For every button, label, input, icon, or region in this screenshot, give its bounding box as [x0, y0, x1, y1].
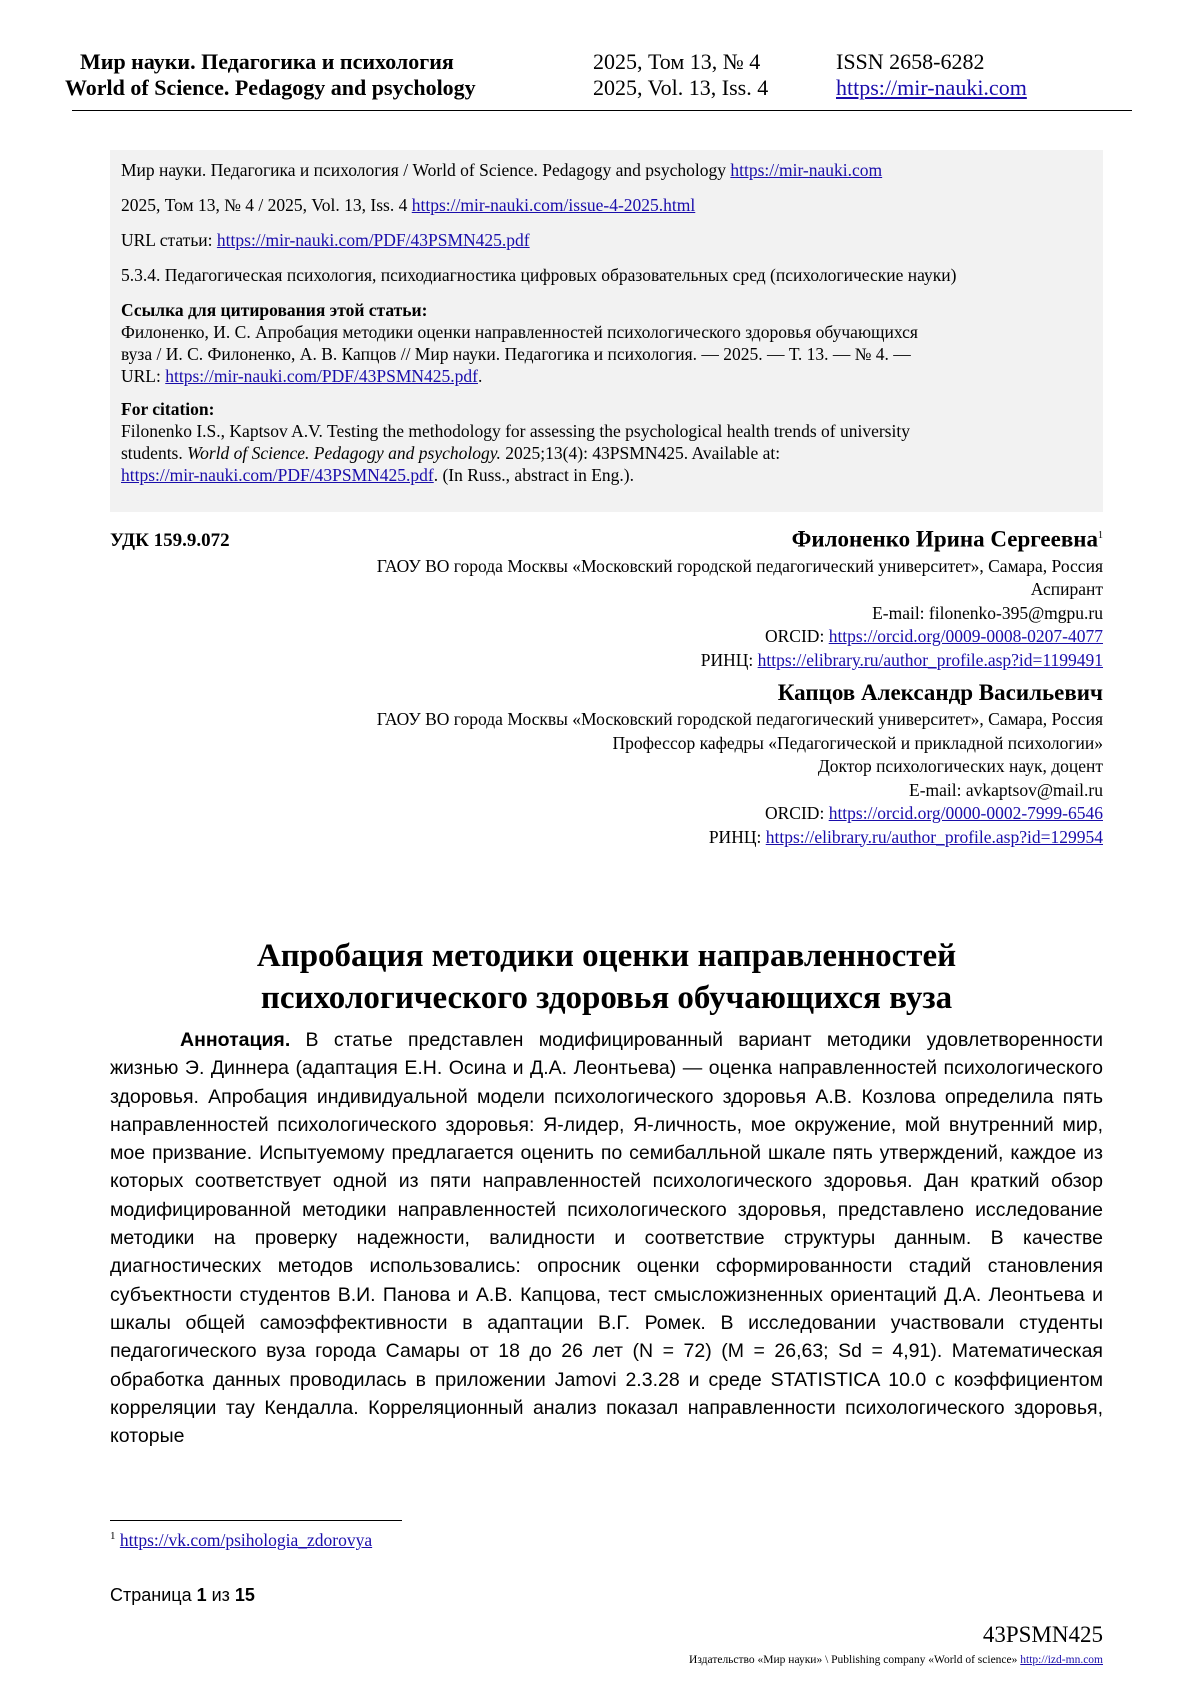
meta-url-line: URL статьи: https://mir-nauki.com/PDF/43PSMN425.pdf [121, 230, 530, 250]
abstract-label: Аннотация. [180, 1029, 291, 1051]
article-meta-box [110, 150, 1103, 512]
author-1-email: E-mail: filonenko-395@mgpu.ru [872, 602, 1103, 623]
author-1-position: Аспирант [1030, 579, 1103, 600]
issue-en: 2025, Vol. 13, Iss. 4 [593, 75, 769, 100]
footnote-rule [110, 1520, 402, 1521]
issue-ru: 2025, Том 13, № 4 [593, 49, 761, 74]
author-2-name: Капцов Александр Васильевич [777, 680, 1103, 705]
citation-ru: Ссылка для цитирования этой статьи: Филоненко, И. С. Апробация методики оценки направленностей психологического здоровья обучающихся вуза / И. С. Филоненко, А. В. Капцов // Мир науки. Педагогика и психология. — 2025. — Т. 13. — № 4. — URL: https://mir-nauki.com/PDF/43PSMN425.pdf. [121, 300, 918, 386]
abstract-text: В статье представлен модифицированный вариант методики удовлетворенности жизнью Э. Диннера (адаптация Е.Н. Осина и Д.А. Леонтьева) — оценка направленностей психологического здоровья. Апробация индивидуальной модели психологического здоровья А.В. Козлова определила пять направленностей психологического здоровья: Я-лидер, Я-личность, мое окружение, мой внутренний мир, мое призвание. Испытуемому предлагается оценить по семибалльной шкале пять утверждений, каждое из которых соответствует одной из пяти направленностей психологического здоровья. Дан краткий обзор модифицированной методики направленностей психологического здоровья, представлено исследование методики на проверку надежности, валидности и соответствие структуры данным. В качестве диагностических методов использовались: опросник оценки сформированности стадий становления субъектности студентов В.И. Панова и А.В. Капцова, тест смысложизненных ориентаций Д.А. Леонтьева и шкалы общей самоэффективности в адаптации В.Г. Ромек. В исследовании участвовали студенты педагогического вуза города Самары от 18 до 26 лет (N = 72) (M = 26,63; Sd = 4,91). Математическая обработка данных проводилась в приложении Jamovi 2.3.28 и среде STATISTICA 10.0 с коэффициентом корреляции тау Кендалла. Корреляционный анализ показал направленности психологического здоровья, которые [110, 1029, 1103, 1448]
citation-en: For citation: Filonenko I.S., Kaptsov A.V. Testing the methodology for assessing the psychological health trends of university students. World of Science. Pedagogy and psychology. 2025;13(4): 43PSMN425. Available at: https://mir-nauki.com/PDF/43PSMN425.pdf. (In Russ., abstract in Eng.). [121, 399, 910, 485]
journal-site-link[interactable]: https://mir-nauki.com [836, 75, 1027, 100]
footnote: $^1$ https://vk.com/psihologia_zdorovya [110, 1530, 373, 1550]
footnote-link[interactable]: https://vk.com/psihologia_zdorovya [119, 1530, 373, 1550]
author-2-rinc: РИНЦ: https://elibrary.ru/author_profile.asp?id=129954 [708, 826, 1103, 847]
abstract [110, 1026, 1103, 1450]
author-2-degree: Доктор психологических наук, доцент [817, 756, 1103, 776]
author-1-rinc: РИНЦ: https://elibrary.ru/author_profile.asp?id=1199491 [700, 649, 1103, 670]
publisher-line: Издательство «Мир науки» \ Publishing company «World of science» http://izd-mn.com [689, 1654, 1103, 1666]
issn: ISSN 2658-6282 [836, 49, 985, 74]
author-2-orcid: ORCID: https://orcid.org/0000-0002-7999-6546 [765, 803, 1103, 823]
author-2-affiliation: ГАОУ ВО города Москвы «Московский городской педагогический университет», Самара, Россия [376, 709, 1103, 729]
author-1-block [377, 521, 1103, 672]
meta-journal-link[interactable]: https://mir-nauki.com [730, 160, 883, 180]
meta-issue-line: 2025, Том 13, № 4 / 2025, Vol. 13, Iss. 4 https://mir-nauki.com/issue-4-2025.html [121, 195, 696, 215]
journal-title-en: World of Science. Pedagogy and psychology [65, 75, 476, 100]
meta-specialty: 5.3.4. Педагогическая психология, психодиагностика цифровых образовательных сред (психологические науки) [121, 265, 957, 285]
meta-journal-line: Мир науки. Педагогика и психология / World of Science. Pedagogy and psychology https://mir-nauki.com [121, 160, 883, 180]
author-2-email: E-mail: avkaptsov@mail.ru [909, 779, 1103, 800]
author-2-orcid-link[interactable]: https://orcid.org/0000-0002-7999-6546 [828, 803, 1103, 823]
header-rule [72, 110, 1132, 111]
publisher-link[interactable]: http://izd-mn.com [1020, 1654, 1103, 1666]
journal-title-ru: Мир науки. Педагогика и психология [80, 49, 454, 74]
meta-article-link[interactable]: https://mir-nauki.com/PDF/43PSMN425.pdf [216, 230, 530, 250]
article-title: Апробация методики оценки направленностей психологического здоровья обучающихся вуза [256, 938, 957, 1016]
citation-ru-heading: Ссылка для цитирования этой статьи: [121, 300, 428, 320]
author-2-rinc-link[interactable]: https://elibrary.ru/author_profile.asp?id=129954 [765, 826, 1103, 847]
article-code: 43PSMN425 [982, 1622, 1103, 1647]
author-1-name: Филоненко Ирина Сергеевна$^1$ [791, 526, 1103, 552]
author-2-block [377, 678, 1103, 849]
author-1-orcid: ORCID: https://orcid.org/0009-0008-0207-4077 [765, 626, 1103, 647]
footnote-ref[interactable]: 1 [1098, 530, 1103, 541]
citation-en-link[interactable]: https://mir-nauki.com/PDF/43PSMN425.pdf [121, 465, 434, 485]
author-1-orcid-link[interactable]: https://orcid.org/0009-0008-0207-4077 [828, 626, 1103, 647]
author-1-rinc-link[interactable]: https://elibrary.ru/author_profile.asp?id=1199491 [757, 649, 1103, 670]
author-2-position: Профессор кафедры «Педагогической и прикладной психологии» [612, 732, 1103, 753]
citation-ru-link[interactable]: https://mir-nauki.com/PDF/43PSMN425.pdf [165, 366, 478, 386]
citation-en-heading: For citation: [121, 399, 215, 419]
meta-issue-link[interactable]: https://mir-nauki.com/issue-4-2025.html [411, 195, 696, 215]
udk: УДК 159.9.072 [110, 530, 230, 551]
page-number: Страница 1 из 15 [110, 1585, 255, 1605]
author-1-affiliation: ГАОУ ВО города Москвы «Московский городской педагогический университет», Самара, Россия [376, 555, 1103, 576]
